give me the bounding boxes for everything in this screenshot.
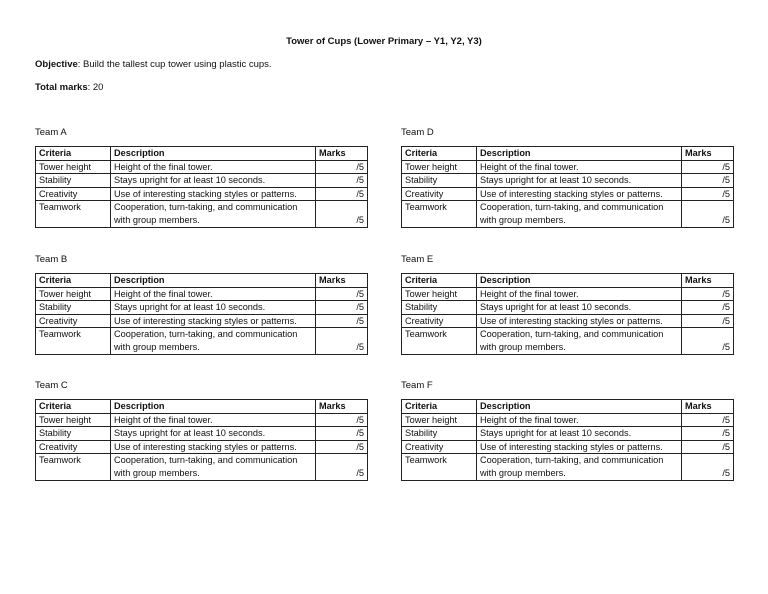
marks-cell: /5 — [682, 413, 734, 427]
team-title: Team D — [401, 127, 434, 138]
criteria-cell: Stability — [402, 301, 477, 315]
table-row — [36, 413, 368, 427]
total-marks-text: : 20 — [87, 82, 104, 93]
rubric-table — [401, 146, 734, 228]
table-row — [36, 454, 368, 480]
criteria-cell: Teamwork — [402, 328, 477, 354]
description-cell: Cooperation, turn-taking, and communication with group members. — [477, 328, 682, 354]
table-row — [36, 174, 368, 188]
description-cell: Cooperation, turn-taking, and communication with group members. — [477, 201, 682, 227]
criteria-cell: Stability — [36, 301, 111, 315]
header-description: Description — [111, 400, 316, 414]
rubric-table — [401, 399, 734, 481]
description-cell: Use of interesting stacking styles or patterns. — [477, 187, 682, 201]
header-description: Description — [477, 400, 682, 414]
description-cell: Height of the final tower. — [477, 413, 682, 427]
criteria-cell: Creativity — [402, 440, 477, 454]
criteria-cell: Tower height — [36, 160, 111, 174]
marks-cell: /5 — [316, 301, 368, 315]
criteria-cell: Creativity — [36, 440, 111, 454]
table-row — [36, 440, 368, 454]
criteria-cell: Creativity — [36, 187, 111, 201]
criteria-cell: Teamwork — [402, 201, 477, 227]
table-header-row — [36, 147, 368, 161]
marks-cell: /5 — [316, 287, 368, 301]
page-title: Tower of Cups (Lower Primary – Y1, Y2, Y3) — [286, 36, 482, 47]
marks-cell: /5 — [682, 187, 734, 201]
marks-cell: /5 — [316, 440, 368, 454]
table-row — [402, 301, 734, 315]
table-row — [402, 174, 734, 188]
table-row — [36, 314, 368, 328]
table-row — [402, 187, 734, 201]
table-row — [402, 454, 734, 480]
marks-cell: /5 — [682, 314, 734, 328]
header-marks: Marks — [316, 274, 368, 288]
header-marks: Marks — [682, 274, 734, 288]
criteria-cell: Tower height — [36, 287, 111, 301]
description-cell: Cooperation, turn-taking, and communication with group members. — [111, 454, 316, 480]
team-block-c — [35, 379, 367, 481]
header-marks: Marks — [682, 400, 734, 414]
team-title: Team C — [35, 380, 68, 391]
table-header-row — [36, 274, 368, 288]
header-criteria: Criteria — [402, 147, 477, 161]
description-cell: Height of the final tower. — [477, 160, 682, 174]
description-cell: Height of the final tower. — [477, 287, 682, 301]
header-description: Description — [477, 274, 682, 288]
description-cell: Stays upright for at least 10 seconds. — [477, 301, 682, 315]
marks-cell: /5 — [682, 454, 734, 480]
marks-cell: /5 — [682, 440, 734, 454]
rubric-table — [35, 399, 368, 481]
header-criteria: Criteria — [402, 274, 477, 288]
description-cell: Use of interesting stacking styles or patterns. — [111, 187, 316, 201]
team-block-f — [401, 379, 733, 481]
marks-cell: /5 — [316, 174, 368, 188]
marks-cell: /5 — [316, 160, 368, 174]
table-row — [36, 328, 368, 354]
description-cell: Use of interesting stacking styles or patterns. — [477, 440, 682, 454]
team-block-e — [401, 253, 733, 355]
description-cell: Height of the final tower. — [111, 287, 316, 301]
table-row — [36, 301, 368, 315]
table-header-row — [402, 147, 734, 161]
description-cell: Use of interesting stacking styles or patterns. — [111, 314, 316, 328]
marks-cell: /5 — [316, 314, 368, 328]
team-block-a — [35, 126, 367, 228]
header-description: Description — [477, 147, 682, 161]
description-cell: Cooperation, turn-taking, and communication with group members. — [111, 201, 316, 227]
rubric-table — [401, 273, 734, 355]
criteria-cell: Creativity — [36, 314, 111, 328]
marks-cell: /5 — [316, 454, 368, 480]
table-row — [36, 187, 368, 201]
total-marks-label: Total marks — [35, 82, 88, 93]
table-row — [402, 160, 734, 174]
description-cell: Use of interesting stacking styles or patterns. — [477, 314, 682, 328]
header-description: Description — [111, 274, 316, 288]
objective-label: Objective — [35, 59, 78, 70]
marks-cell: /5 — [316, 328, 368, 354]
table-row — [36, 201, 368, 227]
header-criteria: Criteria — [402, 400, 477, 414]
marks-cell: /5 — [682, 160, 734, 174]
table-row — [36, 427, 368, 441]
header-criteria: Criteria — [36, 400, 111, 414]
marks-cell: /5 — [682, 427, 734, 441]
table-row — [402, 287, 734, 301]
criteria-cell: Teamwork — [402, 454, 477, 480]
table-row — [402, 314, 734, 328]
criteria-cell: Creativity — [402, 187, 477, 201]
description-cell: Cooperation, turn-taking, and communication with group members. — [111, 328, 316, 354]
marks-cell: /5 — [682, 201, 734, 227]
criteria-cell: Stability — [402, 427, 477, 441]
description-cell: Stays upright for at least 10 seconds. — [477, 427, 682, 441]
table-row — [402, 413, 734, 427]
description-cell: Stays upright for at least 10 seconds. — [477, 174, 682, 188]
description-cell: Stays upright for at least 10 seconds. — [111, 301, 316, 315]
objective-line — [35, 59, 272, 70]
marks-cell: /5 — [682, 328, 734, 354]
rubric-table — [35, 273, 368, 355]
marks-cell: /5 — [316, 413, 368, 427]
table-header-row — [402, 400, 734, 414]
team-block-b — [35, 253, 367, 355]
marks-cell: /5 — [682, 174, 734, 188]
description-cell: Height of the final tower. — [111, 413, 316, 427]
marks-cell: /5 — [682, 287, 734, 301]
criteria-cell: Teamwork — [36, 328, 111, 354]
header-marks: Marks — [316, 147, 368, 161]
header-marks: Marks — [682, 147, 734, 161]
description-cell: Stays upright for at least 10 seconds. — [111, 174, 316, 188]
team-title: Team A — [35, 127, 67, 138]
total-marks-line — [35, 82, 103, 93]
marks-cell: /5 — [682, 301, 734, 315]
description-cell: Stays upright for at least 10 seconds. — [111, 427, 316, 441]
table-row — [402, 201, 734, 227]
description-cell: Cooperation, turn-taking, and communication with group members. — [477, 454, 682, 480]
table-header-row — [402, 274, 734, 288]
criteria-cell: Teamwork — [36, 201, 111, 227]
criteria-cell: Tower height — [402, 287, 477, 301]
objective-text: : Build the tallest cup tower using plastic cups. — [77, 59, 272, 70]
criteria-cell: Creativity — [402, 314, 477, 328]
table-row — [402, 427, 734, 441]
team-title: Team B — [35, 254, 68, 265]
header-criteria: Criteria — [36, 147, 111, 161]
criteria-cell: Teamwork — [36, 454, 111, 480]
table-row — [402, 440, 734, 454]
criteria-cell: Tower height — [402, 160, 477, 174]
team-title: Team E — [401, 254, 434, 265]
header-description: Description — [111, 147, 316, 161]
criteria-cell: Stability — [36, 427, 111, 441]
table-row — [36, 160, 368, 174]
table-row — [402, 328, 734, 354]
header-marks: Marks — [316, 400, 368, 414]
rubric-table — [35, 146, 368, 228]
criteria-cell: Tower height — [402, 413, 477, 427]
criteria-cell: Stability — [36, 174, 111, 188]
criteria-cell: Stability — [402, 174, 477, 188]
marks-cell: /5 — [316, 427, 368, 441]
description-cell: Use of interesting stacking styles or patterns. — [111, 440, 316, 454]
team-title: Team F — [401, 380, 433, 391]
table-header-row — [36, 400, 368, 414]
header-criteria: Criteria — [36, 274, 111, 288]
team-block-d — [401, 126, 733, 228]
marks-cell: /5 — [316, 201, 368, 227]
criteria-cell: Tower height — [36, 413, 111, 427]
table-row — [36, 287, 368, 301]
marks-cell: /5 — [316, 187, 368, 201]
description-cell: Height of the final tower. — [111, 160, 316, 174]
